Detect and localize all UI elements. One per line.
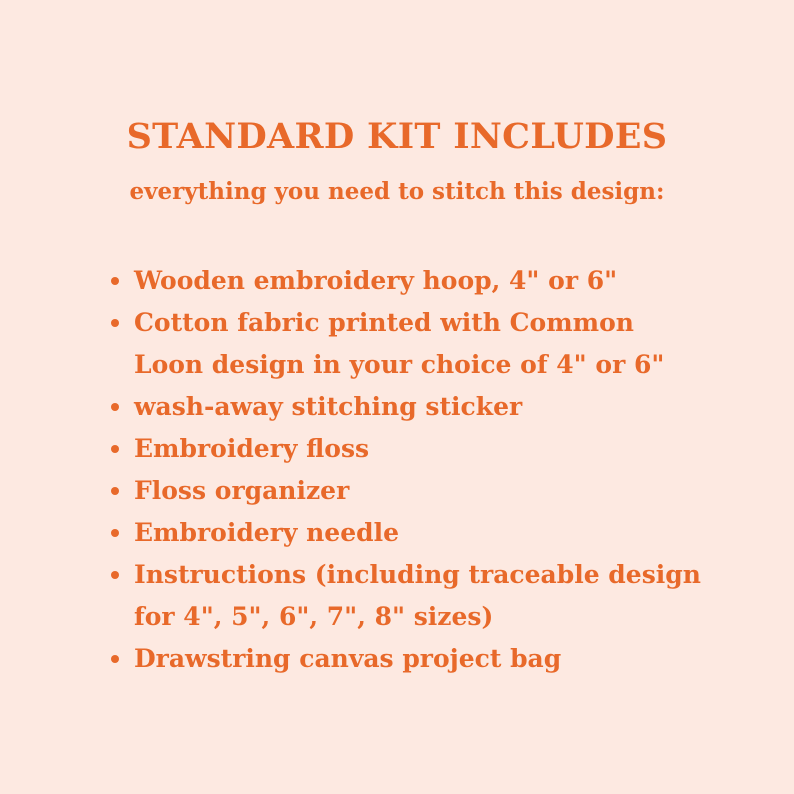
- list-item-text: Drawstring canvas project bag: [134, 644, 562, 673]
- kit-items-list: [105, 260, 725, 680]
- list-item-text-continued: for 4", 5", 6", 7", 8" sizes): [134, 602, 494, 631]
- list-item-text-continued: Loon design in your choice of 4" or 6": [134, 350, 665, 379]
- bullet-icon: [111, 655, 119, 663]
- list-item: [105, 302, 725, 386]
- bullet-icon: [111, 403, 119, 411]
- list-item-text: Floss organizer: [134, 476, 350, 505]
- page-subtitle: everything you need to stitch this design:: [129, 178, 665, 205]
- list-item: [105, 512, 725, 554]
- list-item-text: Wooden embroidery hoop, 4" or 6": [134, 266, 618, 295]
- bullet-icon: [111, 445, 119, 453]
- list-item: [105, 470, 725, 512]
- list-item: [105, 638, 725, 680]
- bullet-icon: [111, 529, 119, 537]
- page-title: STANDARD KIT INCLUDES: [126, 116, 668, 157]
- list-item-text: Instructions (including traceable design: [134, 560, 701, 589]
- list-item: [105, 428, 725, 470]
- list-item-text: Embroidery needle: [134, 518, 399, 547]
- list-item: [105, 260, 725, 302]
- bullet-icon: [111, 487, 119, 495]
- bullet-icon: [111, 277, 119, 285]
- list-item-text: Cotton fabric printed with Common: [134, 308, 634, 337]
- list-item-text: Embroidery floss: [134, 434, 370, 463]
- list-item-text: wash-away stitching sticker: [134, 392, 523, 421]
- bullet-icon: [111, 571, 119, 579]
- bullet-icon: [111, 319, 119, 327]
- list-item: [105, 386, 725, 428]
- list-item: [105, 554, 725, 638]
